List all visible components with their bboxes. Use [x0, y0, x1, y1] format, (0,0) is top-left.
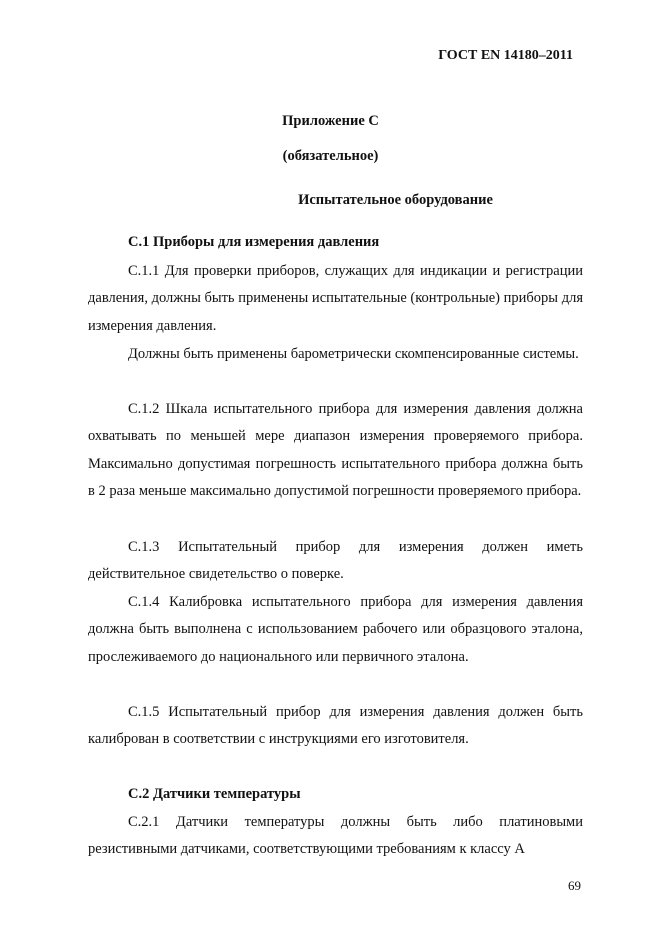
document-code: ГОСТ EN 14180–2011 [438, 48, 573, 63]
section-1-heading: С.1 Приборы для измерения давления [128, 234, 380, 250]
paragraph-c-1-1-systems: Должны быть применены барометрически скомпенсированные системы. [128, 346, 579, 362]
page-number: 69 [568, 878, 581, 893]
paragraph-c-1-1: С.1.1 Для проверки приборов, служащих для индикации и регистрации давления, должны быть применены испытательные (контрольные) приборы для измерения давления. [88, 263, 583, 334]
section-2-heading: С.2 Датчики температуры [128, 786, 301, 802]
annex-subject: Испытательное оборудование [298, 192, 493, 208]
paragraph-c-1-5: С.1.5 Испытательный прибор для измерения давления должен быть калиброван в соответствии с инструкциями его изготовителя. [88, 704, 583, 748]
paragraph-c-1-2: С.1.2 Шкала испытательного прибора для измерения давления должна охватывать по меньшей мере диапазон измерения проверяемого прибора. Максимально допустимая погрешность испытательного прибора должна быть в 2 раза меньше максимально допустимой погрешности проверяемого прибора. [88, 401, 583, 499]
paragraph-c-1-3: С.1.3 Испытательный прибор для измерения должен иметь действительное свидетельство о поверке. [88, 539, 583, 583]
annex-title: Приложение С [282, 113, 379, 129]
paragraph-c-2-1: С.2.1 Датчики температуры должны быть либо платиновыми резистивными датчиками, соответствующими требованиям к классу А [88, 814, 583, 858]
paragraph-c-1-4: С.1.4 Калибровка испытательного прибора для измерения давления должна быть выполнена с использованием рабочего или образцового эталона, прослеживаемого до национального или первичного эталона. [88, 594, 583, 665]
annex-status: (обязательное) [282, 148, 379, 164]
